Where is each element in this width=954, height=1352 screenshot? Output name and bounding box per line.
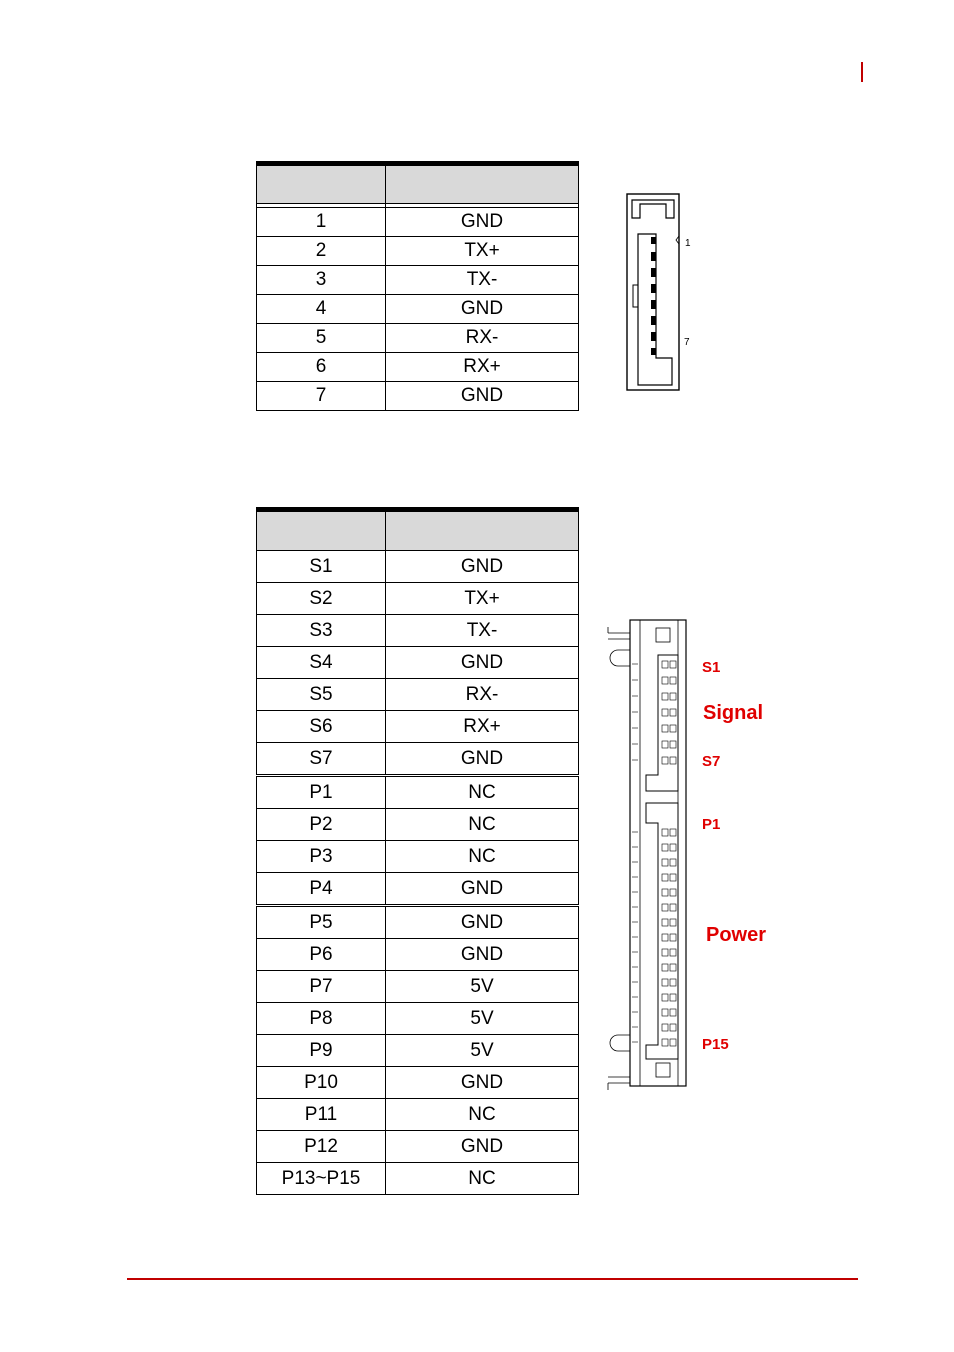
sata-signal-connector-diagram (620, 190, 700, 395)
pin-contact (670, 1009, 676, 1016)
signal-cell: GND (386, 743, 579, 776)
pin-contact (670, 979, 676, 986)
pin-cell: P7 (257, 971, 386, 1003)
pin-contact (670, 934, 676, 941)
pin-cell: 6 (257, 353, 386, 382)
pin-cell: P8 (257, 1003, 386, 1035)
power-label: Power (706, 924, 767, 946)
pin-contact (662, 725, 668, 732)
table-row (257, 841, 579, 873)
pin-cell: P3 (257, 841, 386, 873)
pin-contact (670, 994, 676, 1001)
pin-contact (670, 919, 676, 926)
pin-cell: S4 (257, 647, 386, 679)
pin-contact (662, 709, 668, 716)
signal-cell: NC (386, 776, 579, 809)
table-row (257, 551, 579, 583)
signal-cell: 5V (386, 1003, 579, 1035)
signal-cell: NC (386, 1163, 579, 1195)
pin-contact (662, 889, 668, 896)
table-row (257, 295, 579, 324)
table-row (257, 939, 579, 971)
pin-cell: S2 (257, 583, 386, 615)
signal-cell: RX+ (386, 711, 579, 743)
pin-cell: S3 (257, 615, 386, 647)
table-row (257, 266, 579, 295)
pin-cell: P6 (257, 939, 386, 971)
signal-cell: GND (386, 873, 579, 906)
pin-cell: S6 (257, 711, 386, 743)
pin-contact (662, 904, 668, 911)
table-row (257, 1035, 579, 1067)
table-row (257, 1067, 579, 1099)
signal-cell: NC (386, 1099, 579, 1131)
pin-contact (662, 1039, 668, 1046)
signal-column-header (386, 510, 579, 551)
signal-cell: GND (386, 382, 579, 411)
pin-contact (670, 693, 676, 700)
table-row (257, 353, 579, 382)
pin-contact (662, 979, 668, 986)
pin-cell: S1 (257, 551, 386, 583)
pin-contact (662, 949, 668, 956)
pin-cell: P4 (257, 873, 386, 906)
pin-contact (662, 874, 668, 881)
pin-contact (662, 693, 668, 700)
p1-label: P1 (702, 816, 721, 833)
pin-contact (662, 1024, 668, 1031)
signal-cell: GND (386, 939, 579, 971)
pin-contacts (651, 237, 656, 355)
pin-cell: P9 (257, 1035, 386, 1067)
table-row (257, 809, 579, 841)
pin-contact (670, 709, 676, 716)
sata-power-signal-connector-diagram (600, 615, 700, 1090)
pin-contact (670, 661, 676, 668)
signal-cell: TX- (386, 266, 579, 295)
pin-contact (662, 919, 668, 926)
header-accent-bar (861, 62, 863, 82)
signal-cell: RX- (386, 324, 579, 353)
signal-cell: GND (386, 208, 579, 237)
signal-cell: 5V (386, 1035, 579, 1067)
table-row (257, 906, 579, 939)
table-row (257, 776, 579, 809)
pin-contact (662, 757, 668, 764)
pin-cell: 1 (257, 208, 386, 237)
pin-contact (670, 829, 676, 836)
pin-cell: P5 (257, 906, 386, 939)
table-row (257, 324, 579, 353)
pin-contact (670, 1039, 676, 1046)
pin-contact (670, 757, 676, 764)
pin-contact (670, 1024, 676, 1031)
pin-cell: 4 (257, 295, 386, 324)
pin-contact (662, 741, 668, 748)
signal-cell: NC (386, 841, 579, 873)
signal-cell: GND (386, 906, 579, 939)
table-row (257, 971, 579, 1003)
s1-label: S1 (702, 659, 721, 676)
table-row (257, 647, 579, 679)
pin-contact (670, 949, 676, 956)
pin-cell: 2 (257, 237, 386, 266)
pin-cell: P10 (257, 1067, 386, 1099)
signal-cell: TX+ (386, 237, 579, 266)
table-row (257, 743, 579, 776)
table-row (257, 583, 579, 615)
table-row (257, 208, 579, 237)
table-row (257, 615, 579, 647)
table-row (257, 679, 579, 711)
table-row (257, 1003, 579, 1035)
signal-cell: 5V (386, 971, 579, 1003)
pin-column-header (257, 510, 386, 551)
pin-cell: P13~P15 (257, 1163, 386, 1195)
pin-contact (670, 725, 676, 732)
pin-contact (662, 661, 668, 668)
pin-contact (670, 677, 676, 684)
pin-cell: P2 (257, 809, 386, 841)
pin-contact (662, 964, 668, 971)
table-row (257, 237, 579, 266)
pin-cell: P12 (257, 1131, 386, 1163)
pin-column-header (257, 164, 386, 204)
table-row (257, 1131, 579, 1163)
footer-accent-rule (127, 1278, 858, 1280)
signal-cell: GND (386, 1067, 579, 1099)
pin-contact (670, 859, 676, 866)
pin-contact (670, 889, 676, 896)
signal-cell: RX+ (386, 353, 579, 382)
pin-contact (670, 741, 676, 748)
s7-label: S7 (702, 753, 721, 770)
pin-contact (662, 1009, 668, 1016)
signal-cell: GND (386, 647, 579, 679)
pin-cell: 5 (257, 324, 386, 353)
pin-contact (662, 859, 668, 866)
signal-cell: GND (386, 551, 579, 583)
pin-cell: 7 (257, 382, 386, 411)
pin-cell: P1 (257, 776, 386, 809)
table-row (257, 1099, 579, 1131)
pin-contact (662, 994, 668, 1001)
signal-label: Signal (703, 702, 764, 724)
pin-contact (670, 844, 676, 851)
signal-cell: GND (386, 295, 579, 324)
signal-column-header (386, 164, 579, 204)
pin-cell: S5 (257, 679, 386, 711)
pin-contact (662, 829, 668, 836)
pin-contact (670, 964, 676, 971)
sata-signal-pin-table (256, 161, 579, 411)
signal-cell: RX- (386, 679, 579, 711)
pin-contact (670, 904, 676, 911)
signal-cell: TX- (386, 615, 579, 647)
signal-cell: TX+ (386, 583, 579, 615)
pin-contact (662, 677, 668, 684)
pin-contact (662, 844, 668, 851)
pin-7-label: 7 (684, 337, 690, 348)
pin-contact (670, 874, 676, 881)
pin-contact (662, 934, 668, 941)
table-row (257, 711, 579, 743)
p15-label: P15 (702, 1036, 729, 1053)
table-row (257, 873, 579, 906)
table-row (257, 1163, 579, 1195)
table-row (257, 382, 579, 411)
signal-cell: NC (386, 809, 579, 841)
sata-power-signal-pin-table (256, 507, 579, 1195)
pin-cell: S7 (257, 743, 386, 776)
pin-cell: P11 (257, 1099, 386, 1131)
signal-cell: GND (386, 1131, 579, 1163)
pin-cell: 3 (257, 266, 386, 295)
pin-1-label: 1 (685, 238, 691, 249)
pin-contacts (632, 661, 676, 1046)
